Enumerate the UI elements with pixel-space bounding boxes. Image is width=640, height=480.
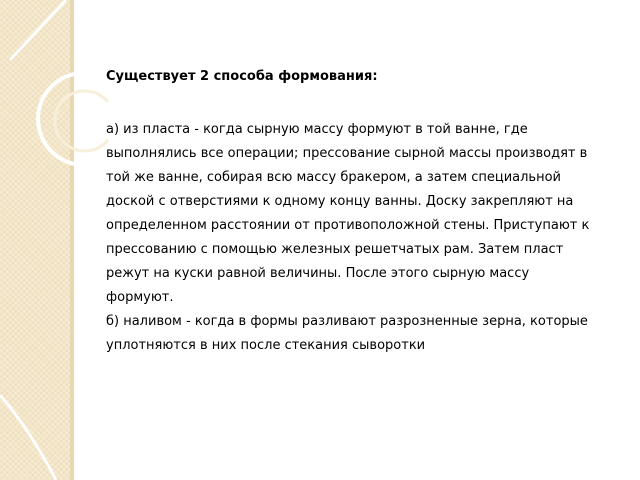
text-line: прессованию с помощью железных решетчатых рам. Затем пласт	[106, 242, 564, 257]
top-diagonal-line	[10, 0, 66, 60]
text-content	[106, 68, 616, 354]
text-line: той же ванне, собирая всю массу бракером, а затем специальной	[106, 170, 561, 185]
text-line: определенном расстоянии от противоположной стены. Приступают к	[106, 218, 590, 233]
text-line: режут на куски равной величины. После этого сырную массу	[106, 266, 530, 281]
text-line: выполнялись все операции; прессование сырной массы производят в	[106, 146, 588, 161]
text-line: формуют.	[106, 290, 174, 305]
slide-heading: Существует 2 способа формования:	[106, 69, 378, 84]
text-line: уплотняются в них после стекания сыворотки	[106, 338, 426, 353]
inner-arc	[55, 91, 108, 151]
text-line: а) из пласта - когда сырную массу формуют в той ванне, где	[106, 122, 528, 137]
text-line: доской с отверстиями к одному концу ванны. Доску закрепляют на	[106, 194, 574, 209]
bottom-curve	[0, 395, 56, 480]
text-line: б) наливом - когда в формы разливают разрозненные зерна, которые	[106, 314, 588, 329]
